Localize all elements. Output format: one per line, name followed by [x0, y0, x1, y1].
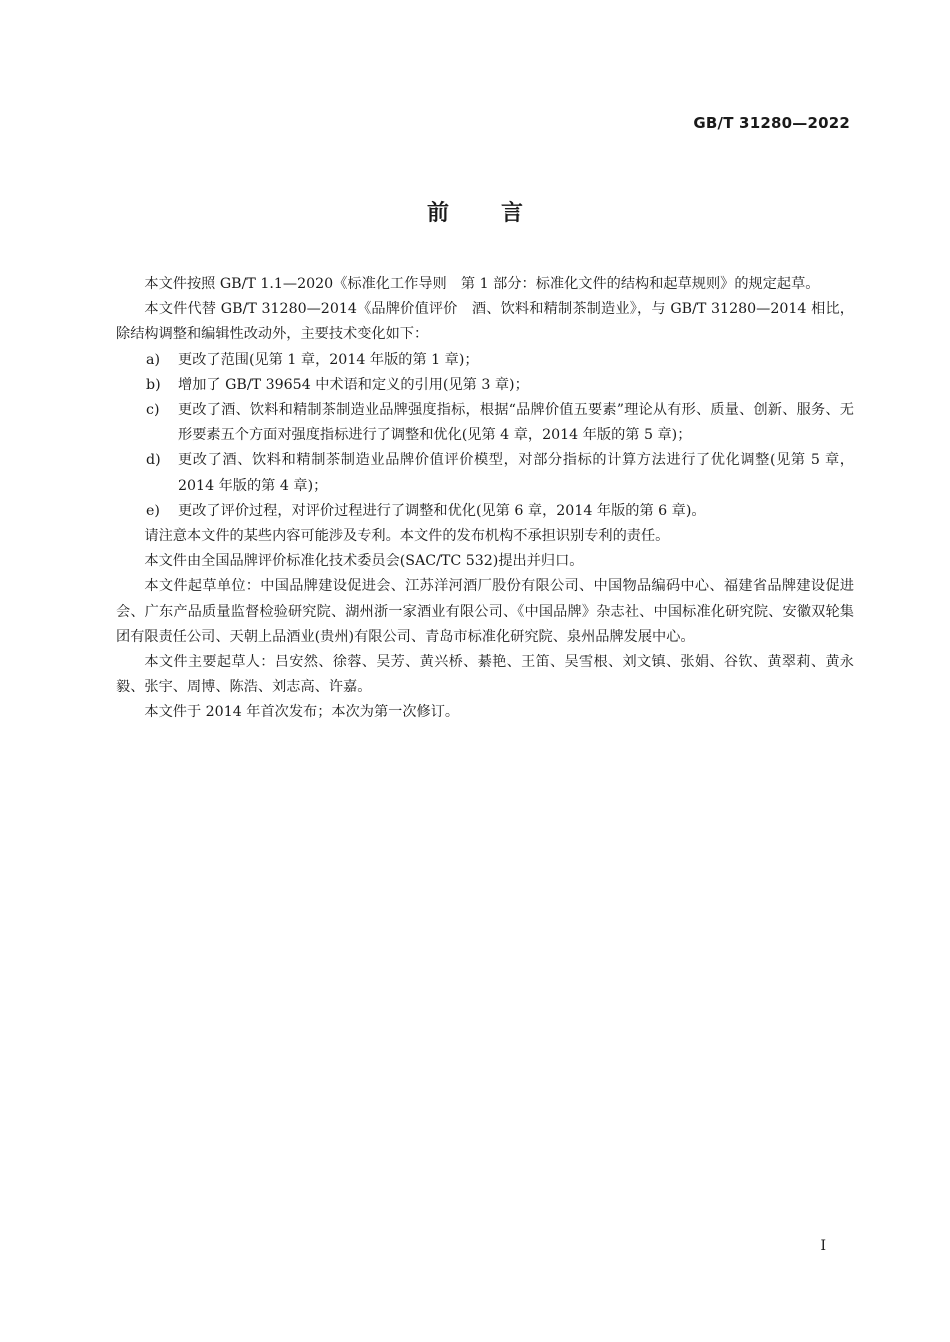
paragraph-drafting-units: 本文件起草单位：中国品牌建设促进会、江苏洋河酒厂股份有限公司、中国物品编码中心、福建省品牌建设促进会、广东产品质量监督检验研究院、湖州浙一家酒业有限公司、《中国品牌》杂志社、中国标准化研究院、安徽双轮集团有限责任公司、天朝上品酒业(贵州)有限公司、青岛市标准化研究院、泉州品牌发展中心。	[116, 578, 854, 645]
change-item-a	[116, 348, 854, 373]
list-marker: c)	[146, 402, 160, 419]
paragraph-drafters: 本文件主要起草人：吕安然、徐蓉、吴芳、黄兴桥、綦艳、王笛、吴雪根、刘文镇、张娟、谷钦、黄翠莉、黄永毅、张宇、周博、陈浩、刘志高、许嘉。	[116, 654, 854, 696]
list-item-text: 更改了酒、饮料和精制茶制造业品牌强度指标，根据“品牌价值五要素”理论从有形、质量、创新、服务、无形要素五个方面对强度指标进行了调整和优化(见第 4 章，2014 年版的第 5 章)；	[178, 402, 854, 444]
list-marker: e)	[146, 502, 160, 519]
paragraph-replacement: 本文件代替 GB/T 31280—2014《品牌价值评价 酒、饮料和精制茶制造业》，与 GB/T 31280—2014 相比，除结构调整和编辑性改动外，主要技术变化如下：	[116, 301, 854, 343]
list-item-text: 更改了酒、饮料和精制茶制造业品牌价值评价模型，对部分指标的计算方法进行了优化调整(见第 5 章，2014 年版的第 4 章)；	[178, 452, 854, 494]
list-item-text: 更改了评价过程，对评价过程进行了调整和优化(见第 6 章，2014 年版的第 6 章)。	[178, 502, 706, 519]
change-item-c	[116, 398, 854, 448]
page-title: 前言	[426, 201, 575, 226]
change-item-e	[116, 499, 854, 524]
paragraph-drafting-rules: 本文件按照 GB/T 1.1—2020《标准化工作导则 第 1 部分：标准化文件的结构和起草规则》的规定起草。	[144, 276, 820, 292]
document-body	[116, 272, 854, 726]
list-item-text: 更改了范围(见第 1 章，2014 年版的第 1 章)；	[178, 351, 479, 368]
paragraph-proposer: 本文件由全国品牌评价标准化技术委员会(SAC/TC 532)提出并归口。	[144, 553, 584, 570]
change-item-b	[116, 373, 854, 398]
list-marker: a)	[146, 351, 160, 368]
standard-code: GB/T 31280—2022	[693, 114, 850, 132]
paragraph-patent-notice: 请注意本文件的某些内容可能涉及专利。本文件的发布机构不承担识别专利的责任。	[144, 528, 670, 545]
list-marker: d)	[146, 452, 161, 469]
list-item-text: 增加了 GB/T 39654 中术语和定义的引用(见第 3 章)；	[178, 376, 529, 393]
list-marker: b)	[146, 376, 161, 393]
page-number: I	[820, 1238, 826, 1254]
change-item-d	[116, 448, 854, 498]
paragraph-history: 本文件于 2014 年首次发布；本次为第一次修订。	[144, 704, 460, 721]
